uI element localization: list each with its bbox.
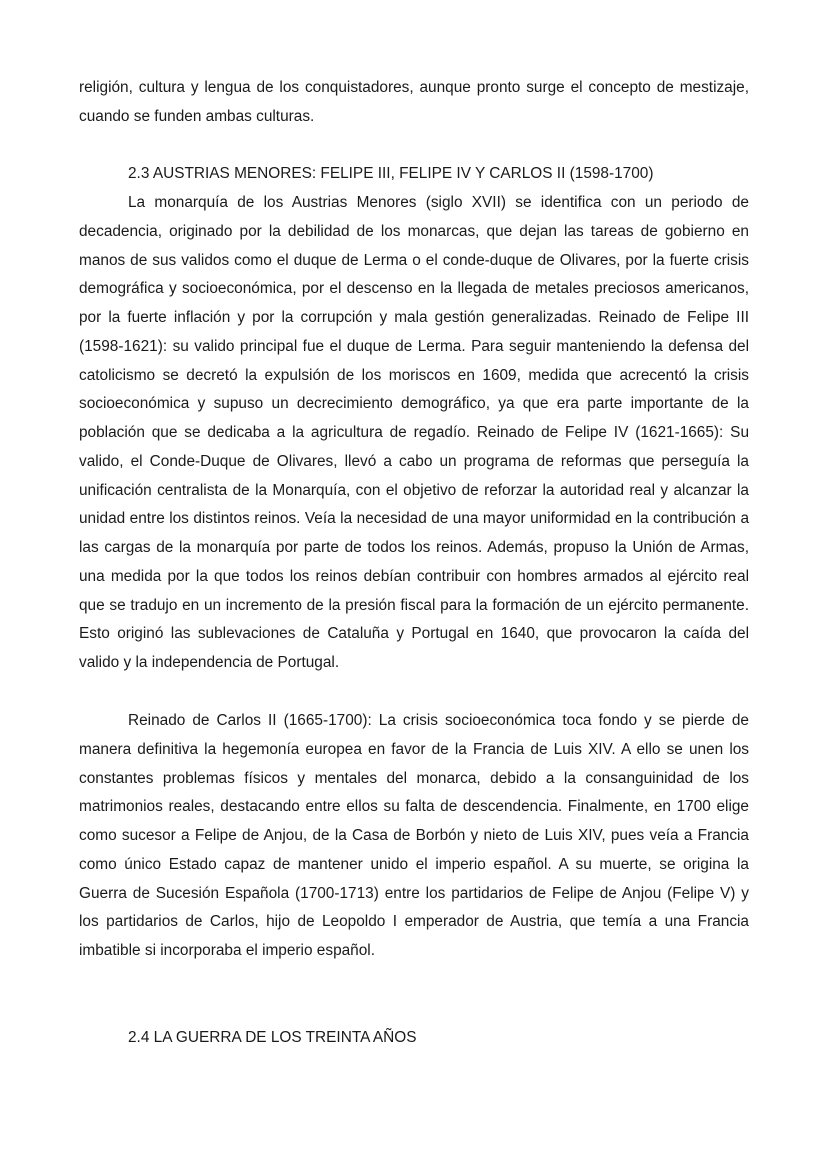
section-heading-2-3: 2.3 AUSTRIAS MENORES: FELIPE III, FELIPE IV Y CARLOS II (1598-1700) [128, 165, 654, 182]
section-2-3-paragraph-2: Reinado de Carlos II (1665-1700): La crisis socioeconómica toca fondo y se pierde de manera definitiva la hegemonía europea en favor de la Francia de Luis XIV. A ello se unen los constantes problemas físicos y mentales del monarca, debido a la consanguinidad de los matrimonios reales, destacando entre ellos su falta de descendencia. Finalmente, en 1700 elige como sucesor a Felipe de Anjou, de la Casa de Borbón y nieto de Luis XIV, pues veía a Francia como único Estado capaz de mantener unido el imperio español. A su muerte, se origina la Guerra de Sucesión Española (1700-1713) entre los partidarios de Felipe de Anjou (Felipe V) y los partidarios de Carlos, hijo de Leopoldo I emperador de Austria, que temía a una Francia imbatible si incorporaba el imperio español. [79, 712, 749, 959]
section-2-3-paragraph-1: La monarquía de los Austrias Menores (siglo XVII) se identifica con un periodo de decadencia, originado por la debilidad de los monarcas, que dejan las tareas de gobierno en manos de sus validos como el duque de Lerma o el conde-duque de Olivares, por la fuerte crisis demográfica y socioeconómica, por el descenso en la llegada de metales preciosos americanos, por la fuerte inflación y por la corrupción y mala gestión generalizadas. Reinado de Felipe III (1598-1621): su valido principal fue el duque de Lerma. Para seguir manteniendo la defensa del catolicismo se decretó la expulsión de los moriscos en 1609, medida que acrecentó la crisis socioeconómica y supuso un decrecimiento demográfico, ya que era parte importante de la población que se dedicaba a la agricultura de regadío. Reinado de Felipe IV (1621-1665): Su valido, el Conde-Duque de Olivares, llevó a cabo un programa de reformas que perseguía la unificación centralista de la Monarquía, con el objetivo de reforzar la autoridad real y alcanzar la unidad entre los distintos reinos. Veía la necesidad de una mayor uniformidad en la contribución a las cargas de la monarquía por parte de todos los reinos. Además, propuso la Unión de Armas, una medida por la que todos los reinos debían contribuir con hombres armados al ejército real que se tradujo en un incremento de la presión fiscal para la formación de un ejército permanente. Esto originó las sublevaciones de Cataluña y Portugal en 1640, que provocaron la caída del valido y la independencia de Portugal. [79, 194, 749, 671]
section-heading-2-4: 2.4 LA GUERRA DE LOS TREINTA AÑOS [128, 1029, 417, 1046]
intro-paragraph: religión, cultura y lengua de los conquistadores, aunque pronto surge el concepto de mestizaje, cuando se funden ambas culturas. [79, 79, 749, 125]
